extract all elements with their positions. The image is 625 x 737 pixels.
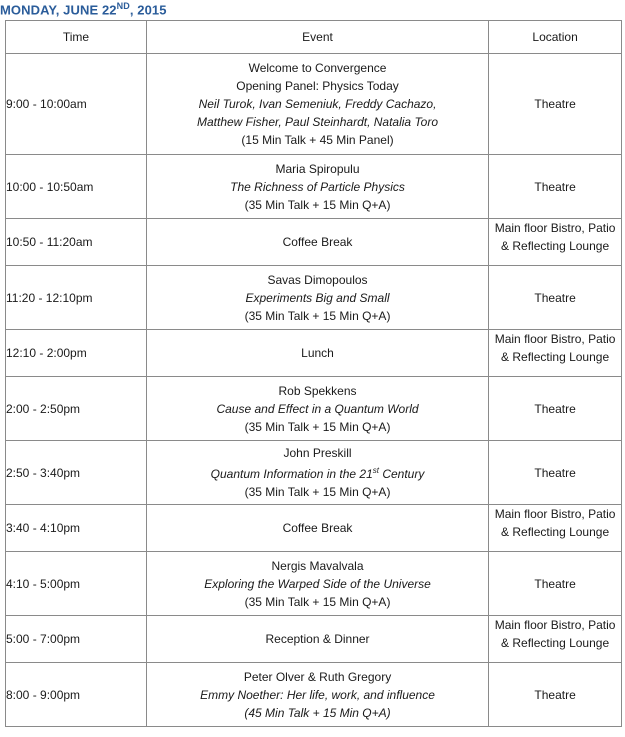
event-line-text: Opening Panel: Physics Today — [236, 79, 399, 93]
event-cell — [146, 552, 488, 616]
event-line-text: Cause and Effect in a Quantum World — [216, 401, 419, 416]
header-row — [6, 21, 622, 54]
location-line: Main floor Bistro, Patio — [494, 618, 616, 632]
day-heading-year: , 2015 — [129, 2, 167, 18]
location-cell — [489, 552, 622, 616]
event-line-text: (45 Min Talk + 15 Min Q+A) — [244, 705, 391, 720]
day-heading-ordinal: ND — [116, 1, 130, 11]
event-cell — [146, 219, 488, 266]
event-cell — [146, 330, 488, 377]
time-cell: 10:50 - 11:20am — [6, 219, 147, 266]
location-line: Main floor Bistro, Patio — [494, 221, 616, 235]
event-line — [147, 131, 488, 149]
event-cell — [146, 266, 488, 330]
schedule-row — [6, 377, 622, 441]
location-line: Theatre — [534, 465, 576, 480]
schedule-row — [6, 54, 622, 155]
event-cell — [146, 616, 488, 663]
event-line-text: (35 Min Talk + 15 Min Q+A) — [244, 308, 391, 323]
event-line — [147, 95, 488, 113]
event-line-text: Rob Spekkens — [278, 383, 357, 398]
location-cell — [489, 663, 622, 727]
event-line-text: (35 Min Talk + 15 Min Q+A) — [244, 594, 391, 609]
event-line — [147, 630, 488, 648]
location-cell — [489, 266, 622, 330]
event-line-text: (35 Min Talk + 15 Min Q+A) — [244, 197, 391, 212]
event-line — [147, 668, 488, 686]
event-line-text: Emmy Noether: Her life, work, and influence — [200, 687, 435, 702]
time-cell: 12:10 - 2:00pm — [6, 330, 147, 377]
time-cell: 4:10 - 5:00pm — [6, 552, 147, 616]
time-cell: 8:00 - 9:00pm — [6, 663, 147, 727]
event-line-text: Welcome to Convergence — [248, 61, 387, 75]
time-cell: 10:00 - 10:50am — [6, 155, 147, 219]
event-line — [147, 160, 488, 178]
event-cell — [146, 155, 488, 219]
schedule-row — [6, 663, 622, 727]
event-line — [147, 418, 488, 436]
column-header-time: Time — [6, 21, 147, 54]
event-line — [147, 59, 488, 77]
time-cell: 9:00 - 10:00am — [6, 54, 147, 155]
event-line-text: (35 Min Talk + 15 Min Q+A) — [244, 485, 391, 499]
event-cell — [146, 377, 488, 441]
column-header-event: Event — [146, 21, 488, 54]
location-line: & Reflecting Lounge — [501, 350, 610, 364]
location-cell — [489, 330, 622, 377]
event-line — [147, 178, 488, 196]
time-cell: 2:00 - 2:50pm — [6, 377, 147, 441]
event-cell — [146, 441, 488, 505]
event-line — [147, 704, 488, 722]
event-line-text: Nergis Mavalvala — [271, 558, 364, 573]
event-line — [147, 400, 488, 418]
location-line: Main floor Bistro, Patio — [494, 507, 616, 521]
schedule-row — [6, 616, 622, 663]
column-header-location: Location — [489, 21, 622, 54]
location-line: Theatre — [534, 401, 576, 416]
location-cell — [489, 505, 622, 552]
event-line — [147, 289, 488, 307]
event-line — [147, 344, 488, 362]
event-line-text: Coffee Break — [282, 235, 353, 249]
time-cell: 2:50 - 3:40pm — [6, 441, 147, 505]
location-line: & Reflecting Lounge — [501, 525, 610, 539]
event-line-text: Savas Dimopoulos — [267, 272, 368, 287]
event-line — [147, 593, 488, 611]
event-line-text: Experiments Big and Small — [245, 290, 390, 305]
event-line — [147, 196, 488, 214]
event-line — [147, 233, 488, 251]
schedule-row — [6, 441, 622, 505]
event-line — [147, 557, 488, 575]
event-line-text: Reception & Dinner — [265, 632, 370, 646]
location-line: Main floor Bistro, Patio — [494, 332, 616, 346]
event-line-text: (15 Min Talk + 45 Min Panel) — [241, 133, 394, 147]
event-line — [147, 113, 488, 131]
event-line-text: Peter Olver & Ruth Gregory — [243, 669, 392, 684]
location-line: Theatre — [534, 179, 576, 194]
event-line — [147, 686, 488, 704]
event-cell — [146, 663, 488, 727]
event-cell — [146, 505, 488, 552]
event-line — [147, 519, 488, 537]
event-line — [147, 575, 488, 593]
schedule-table — [5, 20, 622, 727]
time-cell: 5:00 - 7:00pm — [6, 616, 147, 663]
location-cell — [489, 441, 622, 505]
event-line-text: (35 Min Talk + 15 Min Q+A) — [244, 419, 391, 434]
event-line — [147, 307, 488, 325]
time-cell: 3:40 - 4:10pm — [6, 505, 147, 552]
event-line-text: Coffee Break — [282, 521, 353, 535]
day-heading-text: MONDAY, JUNE 22 — [0, 2, 117, 18]
event-line — [147, 483, 488, 501]
location-line: Theatre — [534, 576, 576, 591]
location-cell — [489, 219, 622, 266]
location-cell — [489, 377, 622, 441]
day-heading — [0, 1, 167, 17]
event-line-text: Matthew Fisher, Paul Steinhardt, Natalia Toro — [197, 115, 439, 129]
ordinal-suffix: st — [372, 466, 379, 475]
event-line-text: Neil Turok, Ivan Semeniuk, Freddy Cachazo, — [198, 97, 437, 111]
schedule-row — [6, 219, 622, 266]
event-line-text: John Preskill — [283, 446, 352, 460]
event-line-text: Maria Spiropulu — [275, 161, 360, 176]
location-line: Theatre — [534, 687, 576, 702]
event-line-tail: Century — [379, 467, 425, 481]
schedule-row — [6, 155, 622, 219]
event-line — [147, 444, 488, 462]
time-cell: 11:20 - 12:10pm — [6, 266, 147, 330]
location-line: Theatre — [534, 97, 576, 111]
event-line — [147, 77, 488, 95]
event-line — [147, 382, 488, 400]
schedule-row — [6, 266, 622, 330]
event-line-text: Exploring the Warped Side of the Universe — [204, 576, 431, 591]
event-cell — [146, 54, 488, 155]
event-line — [147, 462, 488, 483]
schedule-row — [6, 552, 622, 616]
location-cell — [489, 155, 622, 219]
location-line: Theatre — [534, 290, 576, 305]
location-cell — [489, 616, 622, 663]
event-line-text: The Richness of Particle Physics — [230, 179, 405, 194]
schedule-row — [6, 330, 622, 377]
location-cell — [489, 54, 622, 155]
location-line: & Reflecting Lounge — [501, 239, 610, 253]
location-line: & Reflecting Lounge — [501, 636, 610, 650]
event-line-text: Lunch — [301, 346, 334, 360]
event-line-text: Quantum Information in the 21 — [210, 467, 373, 481]
schedule-row — [6, 505, 622, 552]
event-line — [147, 271, 488, 289]
